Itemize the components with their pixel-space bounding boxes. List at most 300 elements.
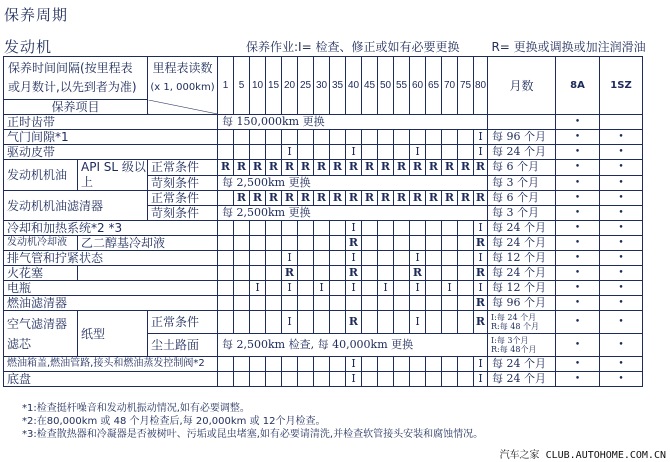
interval-cell <box>266 357 282 372</box>
interval-cell: R <box>250 191 266 206</box>
interval-cell <box>410 221 426 236</box>
engine-8a-cell: • <box>556 191 600 206</box>
interval-cell <box>250 296 266 311</box>
interval-cell: R <box>234 191 250 206</box>
interval-cell: I <box>346 357 362 372</box>
interval-cell <box>250 251 266 266</box>
interval-cell <box>234 221 250 236</box>
km-column-15: 15 <box>266 57 282 115</box>
item-label: 冷却和加热系统*2 *3 <box>4 221 218 236</box>
interval-cell: I <box>474 130 488 145</box>
interval-cell <box>266 145 282 160</box>
interval-cell <box>266 251 282 266</box>
interval-cell <box>362 130 378 145</box>
interval-cell <box>458 130 474 145</box>
interval-cell <box>442 145 458 160</box>
interval-cell: I <box>442 281 458 296</box>
interval-cell <box>458 311 474 334</box>
interval-cell <box>394 130 410 145</box>
interval-span-note: 每 2,500km 更换 <box>218 206 488 221</box>
engine-1sz-cell: • <box>600 130 643 145</box>
engine-8a-cell: • <box>556 206 600 221</box>
interval-cell <box>298 311 314 334</box>
item-label: 正常条件 <box>148 311 218 334</box>
months-cell <box>488 311 556 334</box>
interval-cell <box>362 145 378 160</box>
item-label: 乙二醇基冷却液 <box>78 236 218 251</box>
item-label: 底盘 <box>4 372 218 387</box>
engine-1sz-cell: • <box>600 206 643 221</box>
interval-cell: I <box>410 311 426 334</box>
engine-1sz-header: 1SZ <box>600 57 643 115</box>
months-line-2: R:每 48 个月 <box>491 322 539 331</box>
interval-cell <box>234 357 250 372</box>
interval-cell: R <box>458 191 474 206</box>
interval-cell <box>298 357 314 372</box>
interval-cell <box>442 130 458 145</box>
interval-cell <box>330 357 346 372</box>
months-header: 月数 <box>488 57 556 115</box>
interval-cell <box>218 296 234 311</box>
engine-8a-cell: • <box>556 281 600 296</box>
months-cell: 每 96 个月 <box>488 130 556 145</box>
km-column-40: 40 <box>346 57 362 115</box>
table-row <box>4 281 643 296</box>
interval-cell <box>362 236 378 251</box>
item-label: 排气管和拧紧状态 <box>4 251 218 266</box>
interval-cell <box>458 281 474 296</box>
interval-cell <box>250 236 266 251</box>
interval-span-note: 每 150,000km 更换 <box>218 115 488 130</box>
engine-8a-cell: • <box>556 130 600 145</box>
interval-cell <box>298 145 314 160</box>
interval-cell: R <box>474 296 488 311</box>
engine-8a-cell: • <box>556 357 600 372</box>
km-column-65: 65 <box>426 57 442 115</box>
table-row <box>4 191 643 206</box>
interval-cell <box>218 191 234 206</box>
engine-1sz-cell: • <box>600 296 643 311</box>
months-cell: 每 6 个月 <box>488 160 556 176</box>
interval-cell <box>442 311 458 334</box>
engine-1sz-cell: • <box>600 145 643 160</box>
interval-cell <box>234 130 250 145</box>
watermark: 汽车之家 CLUB.AUTOHOME.COM.CN <box>499 450 666 461</box>
odometer-label-2: (x 1, 000km) <box>150 82 215 94</box>
months-cell <box>488 115 556 130</box>
interval-span-note: 每 2,500km 更换 <box>218 175 488 191</box>
interval-cell <box>314 221 330 236</box>
interval-cell <box>442 251 458 266</box>
interval-cell <box>330 221 346 236</box>
interval-cell: R <box>346 266 362 281</box>
interval-cell <box>426 281 442 296</box>
interval-cell <box>218 251 234 266</box>
interval-cell <box>218 281 234 296</box>
interval-cell <box>330 236 346 251</box>
interval-cell: I <box>474 221 488 236</box>
interval-cell <box>282 357 298 372</box>
km-column-55: 55 <box>394 57 410 115</box>
interval-cell <box>234 281 250 296</box>
interval-cell: I <box>410 281 426 296</box>
interval-cell: I <box>474 281 488 296</box>
interval-cell: I <box>282 145 298 160</box>
interval-cell <box>394 311 410 334</box>
odometer-label-1: 里程表读数 <box>152 61 213 76</box>
interval-cell: I <box>474 145 488 160</box>
item-label: 燃油滤清器 <box>4 296 218 311</box>
interval-cell: I <box>282 281 298 296</box>
interval-cell <box>442 296 458 311</box>
interval-cell <box>234 311 250 334</box>
interval-cell <box>458 236 474 251</box>
table-row <box>4 130 643 145</box>
interval-cell <box>314 266 330 281</box>
km-column-20: 20 <box>282 57 298 115</box>
interval-cell: R <box>474 160 488 176</box>
interval-cell <box>394 357 410 372</box>
months-cell: 每 12 个月 <box>488 251 556 266</box>
interval-cell <box>314 130 330 145</box>
interval-cell <box>458 266 474 281</box>
interval-cell: R <box>218 160 234 176</box>
interval-cell <box>394 281 410 296</box>
table-row <box>4 311 643 334</box>
interval-cell <box>426 372 442 387</box>
interval-cell <box>378 251 394 266</box>
item-label: 发动机机油 <box>4 160 78 191</box>
interval-cell: R <box>410 160 426 176</box>
interval-cell <box>314 236 330 251</box>
interval-cell <box>218 145 234 160</box>
table-row <box>4 296 643 311</box>
interval-cell <box>314 372 330 387</box>
interval-cell: R <box>282 191 298 206</box>
interval-cell <box>426 236 442 251</box>
interval-cell <box>426 311 442 334</box>
interval-cell: R <box>330 191 346 206</box>
interval-cell <box>426 357 442 372</box>
interval-cell <box>410 296 426 311</box>
interval-cell <box>282 221 298 236</box>
interval-cell: R <box>346 311 362 334</box>
interval-cell <box>234 372 250 387</box>
legend <box>246 38 646 55</box>
interval-cell <box>282 296 298 311</box>
interval-cell <box>394 296 410 311</box>
interval-cell <box>442 357 458 372</box>
interval-cell <box>442 221 458 236</box>
interval-cell: I <box>346 372 362 387</box>
interval-cell: R <box>362 160 378 176</box>
interval-cell <box>426 251 442 266</box>
item-label: 正常条件 <box>148 191 218 206</box>
item-label: 空气滤清器滤芯 <box>4 311 78 357</box>
interval-cell <box>394 251 410 266</box>
interval-cell <box>250 130 266 145</box>
interval-cell <box>362 281 378 296</box>
interval-cell: R <box>298 160 314 176</box>
months-cell: 每 6 个月 <box>488 191 556 206</box>
interval-cell: I <box>474 251 488 266</box>
engine-8a-cell: • <box>556 160 600 176</box>
engine-1sz-cell: • <box>600 266 643 281</box>
interval-cell <box>314 311 330 334</box>
interval-cell <box>266 281 282 296</box>
interval-cell <box>458 357 474 372</box>
interval-cell <box>362 296 378 311</box>
table-row <box>4 251 643 266</box>
interval-cell <box>330 251 346 266</box>
interval-cell <box>330 266 346 281</box>
interval-cell <box>378 145 394 160</box>
interval-cell <box>298 251 314 266</box>
interval-cell <box>394 221 410 236</box>
engine-8a-header: 8A <box>556 57 600 115</box>
interval-cell <box>410 357 426 372</box>
interval-cell <box>298 221 314 236</box>
engine-8a-cell: • <box>556 296 600 311</box>
interval-cell <box>266 311 282 334</box>
months-cell: 每 12 个月 <box>488 281 556 296</box>
interval-cell <box>298 281 314 296</box>
interval-cell: R <box>282 266 298 281</box>
interval-cell <box>458 221 474 236</box>
interval-cell <box>346 130 362 145</box>
interval-cell <box>378 357 394 372</box>
interval-cell <box>234 266 250 281</box>
engine-1sz-cell: • <box>600 191 643 206</box>
interval-cell: R <box>394 160 410 176</box>
km-column-50: 50 <box>378 57 394 115</box>
item-label: 气门间隙*1 <box>4 130 218 145</box>
months-cell <box>488 334 556 357</box>
interval-cell <box>234 236 250 251</box>
interval-cell <box>266 266 282 281</box>
interval-cell <box>298 372 314 387</box>
footnote-1: *1:检查挺杆噪音和发动机振动情况,如有必要调整。 <box>22 403 250 414</box>
header-row <box>4 57 643 100</box>
engine-1sz-cell: • <box>600 251 643 266</box>
interval-cell: R <box>234 160 250 176</box>
months-cell: 每 24 个月 <box>488 221 556 236</box>
interval-cell <box>314 357 330 372</box>
table-row <box>4 160 643 176</box>
interval-cell <box>298 130 314 145</box>
interval-cell <box>250 311 266 334</box>
km-column-30: 30 <box>314 57 330 115</box>
interval-label-2: 或月数计,以先到者为准) <box>8 80 137 94</box>
interval-cell <box>234 251 250 266</box>
interval-cell <box>362 266 378 281</box>
months-cell: 每 96 个月 <box>488 296 556 311</box>
interval-cell <box>218 311 234 334</box>
months-line-1: I:每 3个月 <box>491 336 529 345</box>
odometer-header <box>148 57 218 100</box>
interval-cell: I <box>250 281 266 296</box>
engine-8a-cell: • <box>556 221 600 236</box>
months-cell: 每 3 个月 <box>488 175 556 191</box>
interval-cell: R <box>298 191 314 206</box>
engine-8a-cell: • <box>556 175 600 191</box>
interval-cell: R <box>330 160 346 176</box>
engine-1sz-cell: • <box>600 334 643 357</box>
engine-1sz-cell: • <box>600 175 643 191</box>
interval-cell: R <box>474 266 488 281</box>
interval-cell <box>250 266 266 281</box>
interval-cell: R <box>378 160 394 176</box>
interval-cell <box>218 357 234 372</box>
interval-cell <box>234 296 250 311</box>
months-cell: 每 3 个月 <box>488 206 556 221</box>
months-cell: 每 24 个月 <box>488 372 556 387</box>
interval-cell <box>378 221 394 236</box>
interval-cell <box>362 372 378 387</box>
engine-1sz-cell: • <box>600 160 643 176</box>
interval-cell <box>458 145 474 160</box>
interval-cell: I <box>346 221 362 236</box>
interval-cell <box>330 372 346 387</box>
interval-cell: R <box>346 160 362 176</box>
item-label: 纸型 <box>78 311 148 357</box>
interval-cell <box>282 372 298 387</box>
interval-cell: R <box>474 236 488 251</box>
interval-cell <box>218 266 234 281</box>
engine-8a-cell: • <box>556 115 600 130</box>
interval-cell <box>330 130 346 145</box>
km-column-80: 80 <box>474 57 488 115</box>
item-label: 燃油箱盖,燃油管路,接头和燃油蒸发控制阀*2 <box>4 357 218 372</box>
page-title: 保养周期 <box>4 6 69 24</box>
km-column-25: 25 <box>298 57 314 115</box>
interval-header <box>4 57 148 100</box>
interval-span-note: 每 2,500km 检查, 每 40,000km 更换 <box>218 334 488 357</box>
interval-cell <box>298 296 314 311</box>
interval-cell <box>282 130 298 145</box>
interval-cell <box>250 357 266 372</box>
km-column-1: 1 <box>218 57 234 115</box>
interval-cell: R <box>378 191 394 206</box>
interval-cell <box>298 266 314 281</box>
engine-8a-cell: • <box>556 251 600 266</box>
engine-1sz-cell: • <box>600 357 643 372</box>
item-label: API SL 级以上 <box>78 160 148 191</box>
interval-cell: I <box>474 372 488 387</box>
interval-cell <box>394 372 410 387</box>
interval-cell <box>330 296 346 311</box>
interval-cell: I <box>346 281 362 296</box>
engine-1sz-cell: • <box>600 236 643 251</box>
footnotes <box>22 402 483 441</box>
interval-cell <box>218 130 234 145</box>
interval-cell: I <box>378 281 394 296</box>
interval-cell: R <box>474 191 488 206</box>
table-row <box>4 236 643 251</box>
interval-cell <box>250 221 266 236</box>
table-row <box>4 221 643 236</box>
months-cell: 每 24 个月 <box>488 236 556 251</box>
months-line-1: I:每 24 个月 <box>491 313 537 322</box>
interval-cell <box>234 145 250 160</box>
interval-cell <box>330 145 346 160</box>
interval-cell <box>314 145 330 160</box>
km-column-60: 60 <box>410 57 426 115</box>
interval-cell <box>458 296 474 311</box>
engine-1sz-cell: • <box>600 281 643 296</box>
months-cell: 每 24 个月 <box>488 145 556 160</box>
interval-cell <box>410 236 426 251</box>
interval-cell <box>458 251 474 266</box>
interval-cell <box>362 311 378 334</box>
engine-8a-cell: • <box>556 311 600 334</box>
interval-cell <box>458 372 474 387</box>
interval-cell <box>250 145 266 160</box>
interval-cell: R <box>442 160 458 176</box>
engine-8a-cell: • <box>556 236 600 251</box>
interval-cell <box>266 296 282 311</box>
interval-cell <box>378 266 394 281</box>
item-label: 电瓶 <box>4 281 218 296</box>
legend-replace: R= 更换或调换或加注润滑油 <box>491 40 646 54</box>
interval-cell <box>330 281 346 296</box>
interval-cell: R <box>426 191 442 206</box>
interval-cell <box>282 236 298 251</box>
km-column-70: 70 <box>442 57 458 115</box>
table-row <box>4 357 643 372</box>
interval-cell <box>442 372 458 387</box>
item-label: 发动机机油滤清器 <box>4 191 148 221</box>
engine-1sz-cell: • <box>600 372 643 387</box>
interval-cell <box>410 372 426 387</box>
footnote-3: *3:检查散热器和冷凝器是否被树叶、污垢或昆虫堵塞,如有必要请清洗,并检查软管接头安装和腐蚀情况。 <box>22 429 484 440</box>
legend-inspect: 保养作业:I= 检查、修正或如有必要更换 <box>246 40 460 54</box>
engine-8a-cell: • <box>556 334 600 357</box>
interval-cell: I <box>410 251 426 266</box>
table-row <box>4 115 643 130</box>
interval-cell: I <box>282 311 298 334</box>
interval-cell: R <box>314 191 330 206</box>
table-row <box>4 266 643 281</box>
table-row <box>4 145 643 160</box>
interval-cell: R <box>250 160 266 176</box>
item-label: 正常条件 <box>148 160 218 176</box>
interval-cell <box>394 266 410 281</box>
interval-cell: R <box>474 311 488 334</box>
interval-cell: R <box>282 160 298 176</box>
interval-cell <box>378 236 394 251</box>
interval-cell <box>378 311 394 334</box>
maintenance-schedule-table <box>3 56 643 387</box>
engine-8a-cell: • <box>556 145 600 160</box>
interval-cell <box>250 372 266 387</box>
section-title: 发动机 <box>4 38 53 56</box>
items-header: 保养项目 <box>4 100 148 115</box>
item-label: 苛刻条件 <box>148 175 218 191</box>
interval-cell: R <box>346 236 362 251</box>
interval-cell <box>314 251 330 266</box>
interval-cell <box>442 266 458 281</box>
interval-cell <box>218 221 234 236</box>
interval-cell: I <box>474 357 488 372</box>
interval-cell <box>442 236 458 251</box>
interval-cell: I <box>410 145 426 160</box>
interval-cell: I <box>282 251 298 266</box>
engine-8a-cell: • <box>556 372 600 387</box>
interval-cell: R <box>266 160 282 176</box>
interval-cell <box>298 236 314 251</box>
interval-cell: R <box>410 266 426 281</box>
